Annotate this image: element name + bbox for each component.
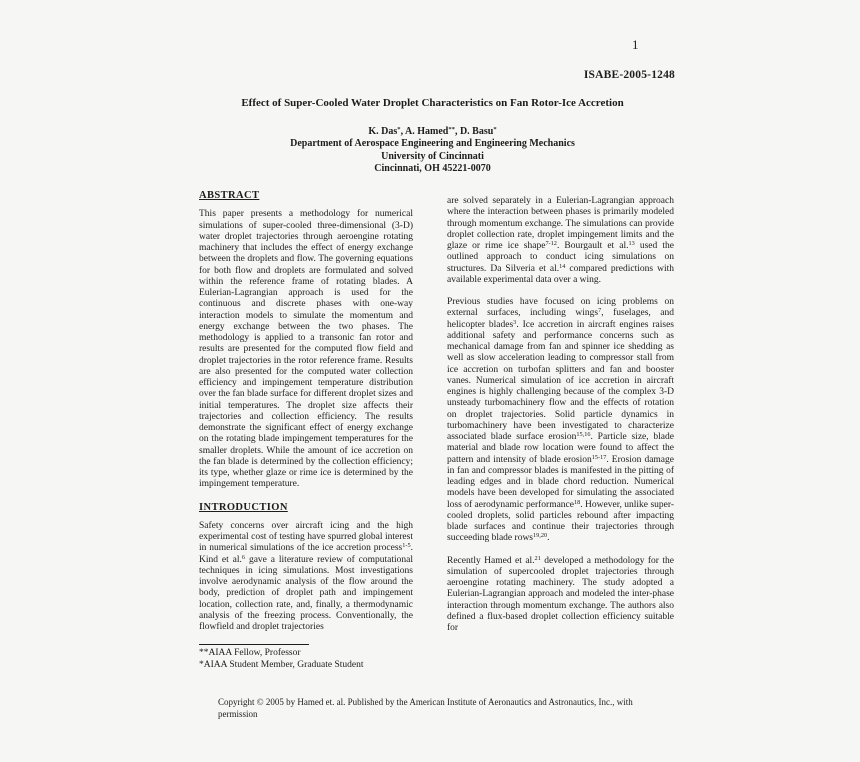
introduction-paragraph-1: Safety concerns over aircraft icing and the high experimental cost of testing have spurred global interest in numerical simulations of the ice accretion process$^{1-5}$. Kind et al.$^6$ gave a literature review of computational techniques in icing simulations. Most investigations involve aerodynamic analysis of the flow around the body, prediction of droplet path and impingement location, collection rate, and, finally, a thermodynamic analysis of the freezing process. Conventionally, the flowfield and droplet trajectories bbox=[199, 520, 414, 632]
report-number: ISABE-2005-1248 bbox=[583, 69, 675, 81]
introduction-paragraph-4: Recently Hamed et al.$^{21}$ developed a methodology for the simulation of supercooled droplet trajectories through aeroengine rotating machinery. The study adopted a Eulerian-Lagrangian approach and modeled the inter-phase interaction through momentum exchange. The authors also defined a flux-based droplet collection efficiency suitable for bbox=[447, 554, 674, 633]
page-number: 1 bbox=[632, 37, 639, 52]
footnote-aiaa-student: *AIAA Student Member, Graduate Student bbox=[199, 659, 364, 670]
left-column bbox=[199, 190, 413, 671]
abstract-heading: ABSTRACT bbox=[199, 190, 260, 201]
copyright-notice: Copyright © 2005 by Hamed et. al. Published by the American Institute of Aeronautics and Astronautics, Inc., with permission bbox=[218, 697, 633, 719]
affiliation-university: University of Cincinnati bbox=[381, 150, 484, 162]
author-names: K. Das*, A. Hamed**, D. Basu* bbox=[368, 126, 497, 137]
affiliation-department: Department of Aerospace Engineering and Engineering Mechanics bbox=[290, 138, 575, 150]
paper-title: Effect of Super-Cooled Water Droplet Characteristics on Fan Rotor-Ice Accretion bbox=[241, 97, 624, 109]
footnote-separator bbox=[199, 644, 309, 645]
introduction-heading: INTRODUCTION bbox=[199, 501, 288, 513]
footnote-aiaa-fellow: **AIAA Fellow, Professor bbox=[199, 648, 301, 659]
right-column bbox=[447, 190, 674, 645]
author-block bbox=[190, 126, 675, 175]
introduction-paragraph-2: are solved separately in a Eulerian-Lagrangian approach where the interaction between phases is primarily modeled through momentum exchange. The simulations can provide droplet collection rate, droplet impingement limits and the glaze or rime ice shape$^{7-12}$. Bourgault et al.$^{13}$ used the outlined approach to conduct icing simulations on structures. Da Silveria et al.$^{14}$ compared predictions with available experimental data over a wing. bbox=[447, 196, 674, 285]
affiliation-address: Cincinnati, OH 45221-0070 bbox=[374, 162, 491, 174]
introduction-paragraph-3: Previous studies have focused on icing problems on external surfaces, including wings$^7$, fuselages, and helicopter blades$^3$. Ice accretion in aircraft engines raises additional safety and performance concerns such as mechanical damage from fan and spinner ice shedding as well as slow acceleration leading to compressor stall from ice accretion on turbofan splitters and fan and booster vanes. Numerical simulation of ice accretion in aircraft engines is highly challenging because of the complex 3-D unsteady turbomachinery flow and the effects of rotation on droplet trajectories. Solid particle dynamics in turbomachinery have been investigated to characterize associated blade surface erosion$^{15,16}$. Particle size, blade material and blade row location were found to affect the pattern and intensity of blade erosion$^{15-17}$. Erosion damage in fan and compressor blades is manifested in the pitting of leading edges and in blade chord reduction. Numerical models have been developed for simulating the associated loss of aerodynamic performance$^{18}$. However, unlike super-cooled droplets, solid particles rebound after impacting blade surfaces and continue their trajectories through succeeding blade rows$^{19,20}$. bbox=[447, 297, 674, 544]
abstract-text: This paper presents a methodology for numerical simulations of super-cooled three-dimensional (3-D) water droplet trajectories through aeroengine rotating machinery that includes the effect of energy exchange between the droplets and flow. The governing equations for both flow and droplets are formulated and solved within the reference frame of rotating blades. A Eulerian-Lagrangian approach is used for the continuous and discrete phases with one-way interaction models to simulate the momentum and energy exchange between the two phases. The methodology is applied to a transonic fan rotor and results are presented for the computed flow field and droplet trajectories in the rotor reference frame. Results are also presented for the computed water collection efficiency and impingement temperature distribution over the fan blade surface for different droplet sizes and initial temperatures. The droplet size affects their trajectories and collection efficiency. The results demonstrate the significant effect of energy exchange on the rotating blade impingement temperatures for the smaller droplets. While the amount of ice accretion on the fan blade is determined by the collection efficiency; its type, whether glaze or rime ice is determined by the impingement temperature. bbox=[199, 209, 413, 490]
